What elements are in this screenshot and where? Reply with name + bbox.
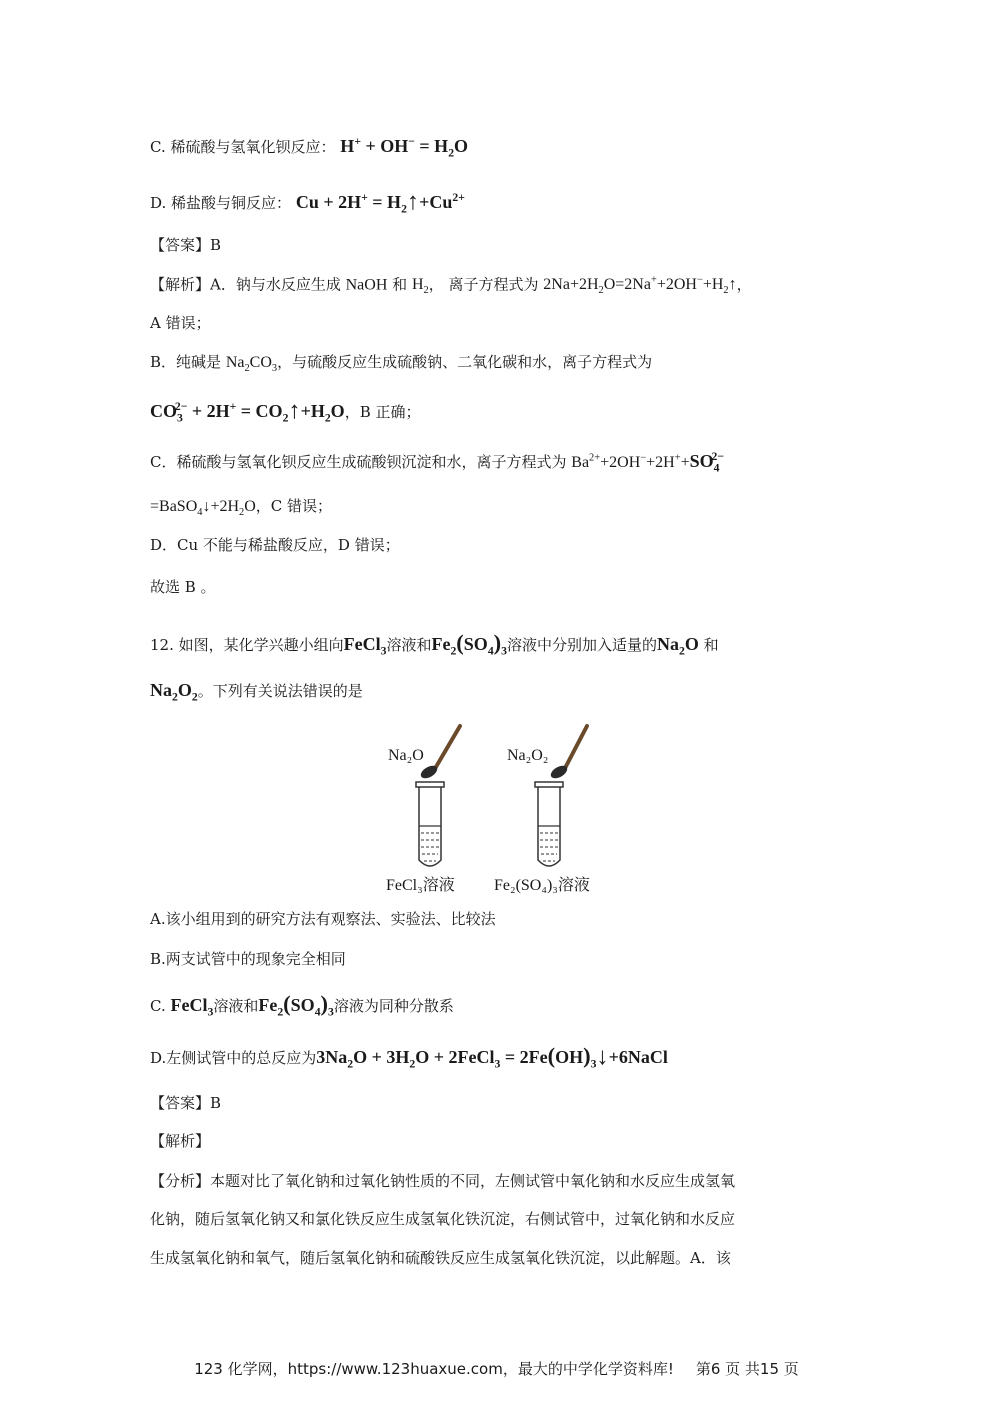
text: 溶液为同种分散系 — [333, 997, 454, 1015]
text: ，C 错误； — [255, 497, 333, 515]
right-solution-label: Fe₂(SO₄)₃溶液 — [494, 877, 590, 894]
formula: $Fe_2(SO_4)_3$ — [431, 630, 507, 658]
q12-answer: 【答案】B — [150, 1094, 222, 1112]
q11-analysis-a-cont: A 错误； — [150, 314, 211, 332]
equation: $=BaSO_4↓+2H_2O$ — [150, 498, 256, 519]
formula: FeCl$_3$ — [170, 995, 214, 1019]
left-spoon-icon — [419, 726, 460, 781]
option-d-line — [150, 187, 465, 217]
q12-analysis-title: 【解析】 — [150, 1132, 211, 1150]
q12-option-a: A.该小组用到的研究方法有观察法、实验法、比较法 — [150, 910, 496, 928]
equation: $Ba^{2+}+2OH^-+2H^++$ — [571, 452, 690, 471]
option-label: C. — [150, 138, 166, 156]
right-test-tube-icon — [535, 782, 563, 866]
right-spoon-icon — [549, 726, 587, 781]
option-text: 稀硫酸与氢氧化钡反应： — [170, 138, 336, 156]
q12-stem-line1 — [150, 629, 719, 659]
text: ，B 正确； — [344, 403, 421, 421]
text: 离子方程式为 — [448, 275, 539, 294]
equation-b: $CO_3^{2-} + 2H^+$ = $CO_2↑+H_2O$ — [150, 397, 345, 425]
q11-analysis-c-cont — [150, 497, 332, 520]
equation: $2Na+2H_2O=2Na^++2OH^-+H_2↑$ — [543, 275, 737, 297]
page-footer — [0, 1358, 993, 1379]
q11-conclusion: 故选 B 。 — [150, 578, 216, 596]
text: D.左侧试管中的总反应为 — [150, 1049, 317, 1067]
left-test-tube-icon — [416, 782, 444, 866]
left-reagent-label: Na₂O — [388, 747, 424, 764]
text: B．纯碱是 — [150, 353, 222, 371]
text: ，与硫酸反应生成硫酸钠、二氧化碳和水，离子方程式为 — [277, 353, 653, 371]
q12-option-d — [150, 1042, 668, 1072]
equation-d12: $3Na_2O + 3H_2O$ + 2FeCl$_3$ = $2Fe(OH)_3↓+6NaCl$ — [316, 1043, 668, 1071]
formula: $Na_2CO_3$ — [225, 354, 278, 375]
formula: $H_2$ — [411, 276, 429, 297]
q11-analysis-b-eq — [150, 396, 420, 426]
q12-stem-line2 — [150, 680, 363, 705]
test-tube-figure — [380, 720, 620, 900]
formula: $Fe_2(SO_4)_3$ — [258, 991, 334, 1019]
q11-answer: 【答案】B — [150, 236, 222, 254]
equation-d: $Cu + 2H^+ = H_2↑+Cu^{2+}$ — [295, 188, 465, 216]
text: C．稀硫酸与氢氧化钡反应生成硫酸钡沉淀和水，离子方程式为 — [150, 453, 567, 471]
footer-page-number: 第6 页 共15 页 — [695, 1360, 799, 1378]
text: 【解析】A．钠与水反应生成 — [150, 275, 341, 294]
formula: $Na_2O_2$ — [150, 680, 198, 704]
option-text: 稀盐酸与铜反应： — [171, 194, 292, 212]
formula: NaOH — [345, 276, 388, 294]
text: 和 — [703, 636, 719, 654]
right-reagent-label: Na₂O₂ — [507, 747, 549, 764]
q12-analysis-3: 生成氢氧化钠和氧气，随后氢氧化钠和硫酸铁反应生成氢氧化铁沉淀，以此解题。A．该 — [150, 1249, 731, 1267]
left-solution-label: FeCl₃溶液 — [386, 877, 455, 894]
q11-analysis-b — [150, 353, 652, 376]
q11-analysis-a: 【解析】A．钠与水反应生成 NaOH 和 $H_2$， 离子方程式为 $2Na+2H_2O=2Na^++2OH^-+H_2↑$， — [150, 275, 752, 297]
option-label: C. — [150, 997, 166, 1015]
text: 溶液中分别加入适量的 — [507, 636, 658, 654]
option-c-line — [150, 135, 468, 161]
equation-c: $H^+ + OH^- = H_2O$ — [340, 135, 469, 160]
text: 12. 如图，某化学兴趣小组向 — [150, 636, 344, 654]
q12-option-b: B.两支试管中的现象完全相同 — [150, 950, 346, 968]
q12-analysis-1: 【分析】本题对比了氧化钠和过氧化钠性质的不同，左侧试管中氧化钠和水反应生成氢氧 — [150, 1172, 736, 1190]
formula: FeCl$_3$ — [343, 634, 387, 658]
q12-option-c — [150, 990, 454, 1020]
footer-site: 123 化学网，https://www.123huaxue.com，最大的中学化学资料库! — [194, 1360, 674, 1378]
q11-analysis-d: D．Cu 不能与稀盐酸反应，D 错误； — [150, 536, 400, 554]
q12-analysis-2: 化钠，随后氢氧化钠又和氯化铁反应生成氢氧化铁沉淀，右侧试管中，过氧化钠和水反应 — [150, 1210, 736, 1228]
q11-analysis-c — [150, 450, 724, 476]
option-label: D. — [150, 194, 167, 212]
formula: $SO_4^{2-}$ — [689, 450, 724, 475]
formula: $Na_2O$ — [657, 634, 699, 658]
text: 。下列有关说法错误的是 — [197, 682, 363, 700]
text: 溶液和 — [213, 997, 259, 1015]
text: 溶液和 — [386, 636, 432, 654]
